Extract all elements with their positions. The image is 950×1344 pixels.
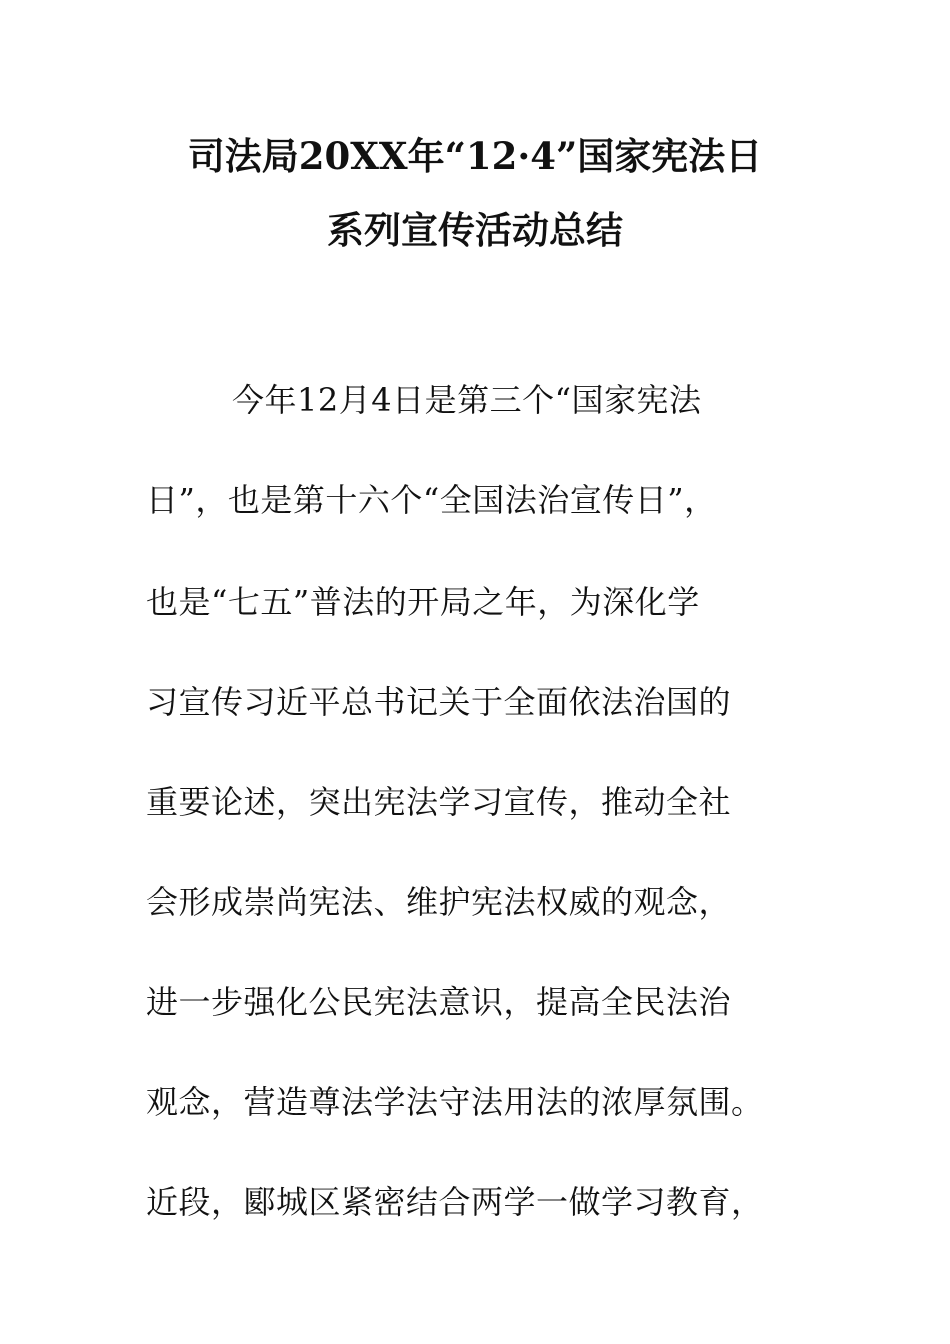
paragraph-line-2: 日”，也是第十六个“全国法治宣传日”， bbox=[146, 481, 717, 519]
paragraph-line-9: 近段，郾城区紧密结合两学一做学习教育， bbox=[146, 1183, 764, 1221]
document-title-line-2: 系列宣传活动总结 bbox=[327, 208, 623, 252]
paragraph-line-6: 会形成崇尚宪法、维护宪法权威的观念， bbox=[146, 883, 732, 921]
paragraph-line-8: 观念，营造尊法学法守法用法的浓厚氛围。 bbox=[146, 1083, 764, 1121]
paragraph-line-7: 进一步强化公民宪法意识，提高全民法治 bbox=[146, 983, 732, 1021]
paragraph-line-3: 也是“七五”普法的开局之年，为深化学 bbox=[146, 583, 700, 621]
document-title-line-1: 司法局20XX年“12·4”国家宪法日 bbox=[187, 134, 763, 178]
paragraph-line-1: 今年12月4日是第三个“国家宪法 bbox=[232, 381, 702, 419]
paragraph-line-4: 习宣传习近平总书记关于全面依法治国的 bbox=[146, 683, 732, 721]
paragraph-line-5: 重要论述，突出宪法学习宣传，推动全社 bbox=[146, 783, 732, 821]
